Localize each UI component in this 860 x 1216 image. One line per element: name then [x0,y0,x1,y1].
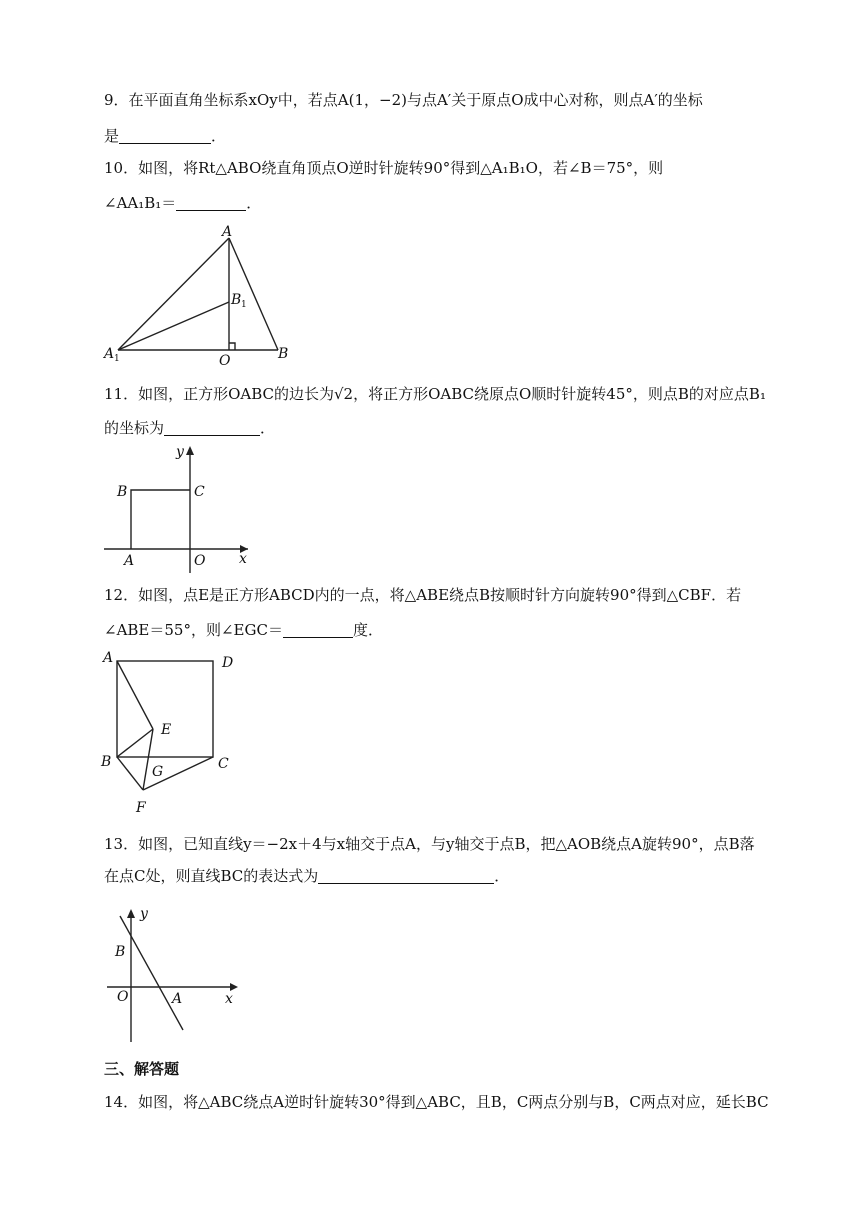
q12-label-E: E [161,722,172,738]
q10-label-B1: B [231,292,242,308]
q10-text-line1: 10．如图，将Rt△ABO绕直角顶点O逆时针旋转90°得到△A₁B₁O，若∠B＝75°，则 [104,159,664,177]
q10-label-B: B [278,346,289,362]
q12-label-D: D [222,655,234,671]
q13-line2-prefix: 在点C处，则直线BC的表达式为 [104,867,319,885]
q12-text-line1: 12．如图，点E是正方形ABCD内的一点，将△ABE绕点B按顺时针方向旋转90°得到△CBF．若 [104,586,742,604]
q13-text-line1: 13．如图，已知直线y＝−2x＋4与x轴交于点A，与y轴交于点B，把△AOB绕点A旋转90°，点B落 [104,835,755,853]
q13-label-A: A [172,991,183,1007]
q11-text-line1: 11．如图，正方形OABC的边长为√2，将正方形OABC绕原点O顺时针旋转45°，则点B的对应点B₁ [104,385,766,403]
q13-label-O: O [117,989,129,1005]
q14-text-line1: 14．如图，将△ABC绕点A逆时针旋转30°得到△ABC，且B，C两点分别与B，C两点对应，延长BC [104,1093,769,1111]
q10-label-O: O [219,353,231,369]
section-3-title: 三、解答题 [104,1060,180,1078]
q13-label-y: y [140,906,148,922]
q13-label-x: x [225,991,233,1007]
q12-label-B: B [101,754,112,770]
q10-label-B1-sub: 1 [241,300,247,310]
q9-line2-prefix: 是 [104,127,120,145]
q11-label-y: y [176,444,184,460]
q12-label-A: A [103,650,114,666]
q11-line2-prefix: 的坐标为 [104,419,165,437]
q10-label-A1: A [104,346,115,362]
q12-line2-suffix: 度． [352,621,383,639]
q11-label-x: x [239,551,247,567]
q10-line2-suffix: ． [246,194,262,212]
q11-label-C: C [194,484,205,500]
q13-line [120,916,183,1030]
q11-line2-suffix: ． [260,419,276,437]
q10-line2-prefix: ∠AA₁B₁＝ [104,194,177,212]
q9-text-line1: 9．在平面直角坐标系xOy中，若点A(1，−2)与点A′关于原点O成中心对称，则点A′的坐标 [104,91,703,109]
q12-label-G: G [152,764,164,780]
q12-line2-prefix: ∠ABE＝55°，则∠EGC＝ [104,621,283,639]
q10-label-A1-sub: 1 [114,354,120,364]
q12-label-C: C [218,756,229,772]
q11-label-O: O [194,553,206,569]
q11-label-A: A [124,553,135,569]
q13-label-B: B [115,944,126,960]
q9-line2-suffix: ． [211,127,227,145]
q10-label-A: A [222,224,233,240]
q12-label-F: F [136,800,146,816]
q11-label-B: B [117,484,128,500]
q13-line2-suffix: ． [494,867,510,885]
